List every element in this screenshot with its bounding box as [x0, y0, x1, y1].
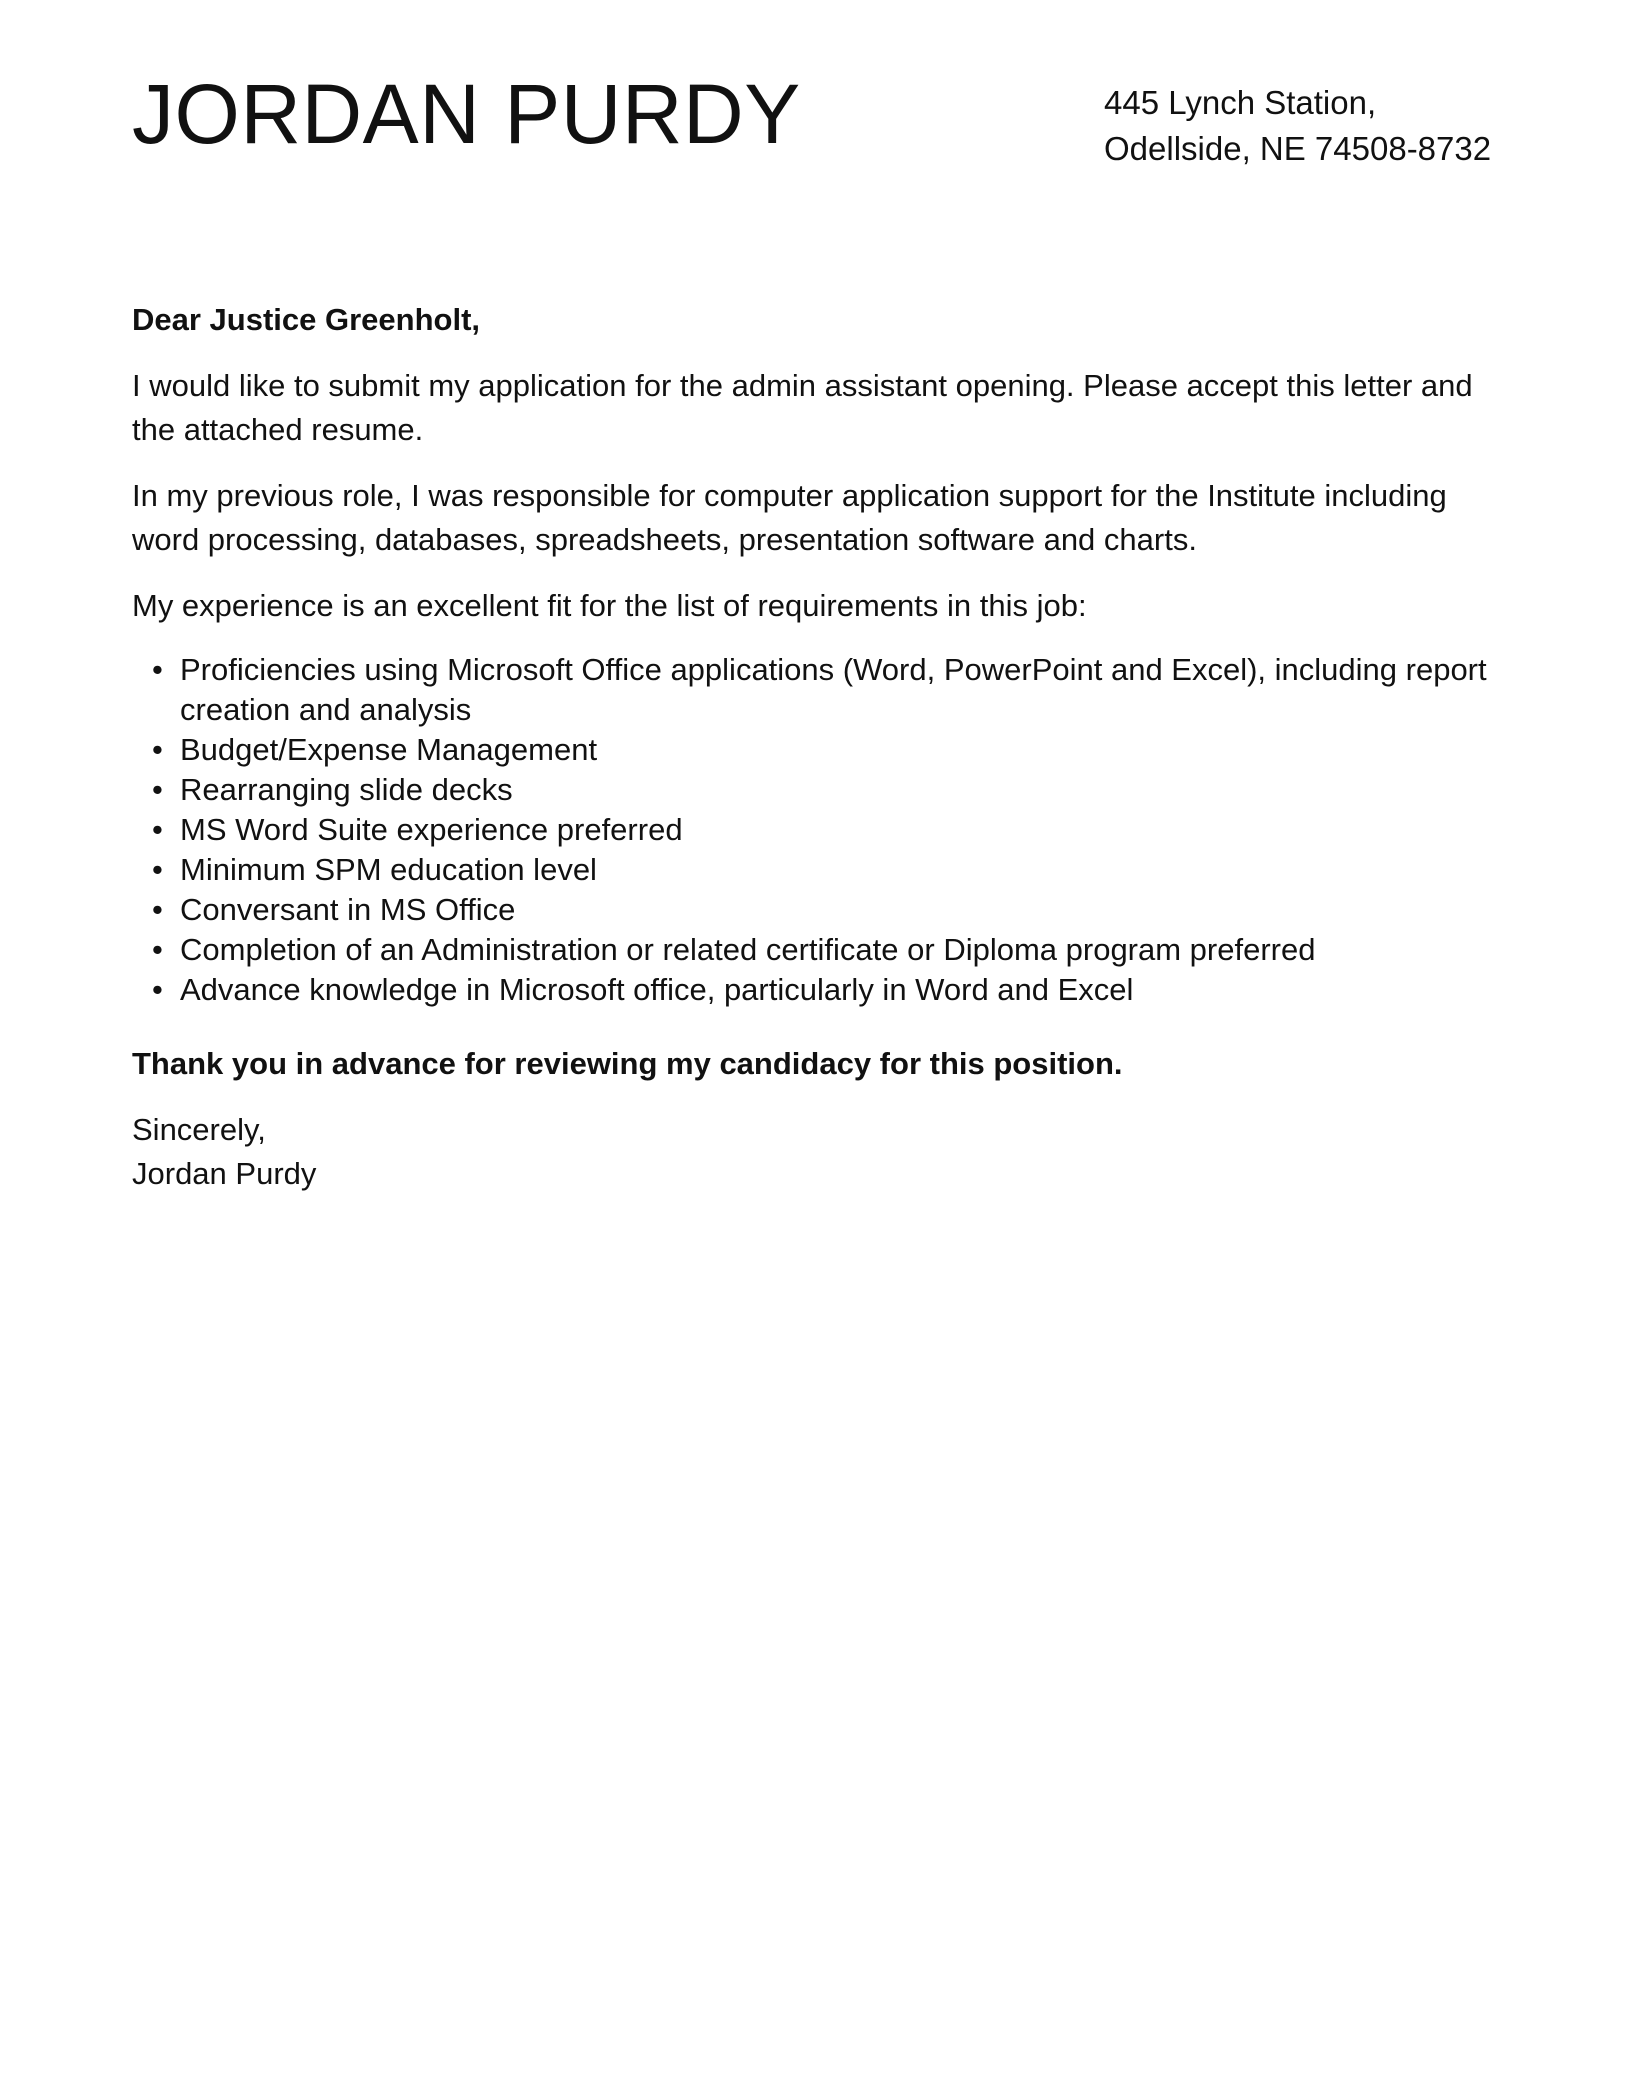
- list-item-text: MS Word Suite experience preferred: [180, 812, 683, 847]
- list-item: [152, 970, 1504, 1010]
- list-item-text: Minimum SPM education level: [180, 852, 597, 887]
- list-item-text: Rearranging slide decks: [180, 772, 513, 807]
- list-item: [152, 810, 1504, 850]
- bullet-icon: •: [152, 652, 163, 687]
- list-item-text: Advance knowledge in Microsoft office, particularly in Word and Excel: [180, 972, 1134, 1007]
- list-item: [152, 850, 1504, 890]
- bullet-icon: •: [152, 932, 163, 967]
- list-item: [152, 730, 1504, 770]
- applicant-name: JORDAN PURDY: [132, 67, 801, 161]
- bullet-icon: •: [152, 972, 163, 1007]
- letter-body: [132, 298, 1504, 1196]
- bullet-icon: •: [152, 892, 163, 927]
- list-item-text: Proficiencies using Microsoft Office applications (Word, PowerPoint and Excel), including report creation and analysis: [180, 652, 1487, 727]
- paragraph-intro: I would like to submit my application for the admin assistant opening. Please accept this letter and the attached resume.: [132, 368, 1473, 447]
- bullet-icon: •: [152, 772, 163, 807]
- bullet-icon: •: [152, 812, 163, 847]
- list-item: [152, 930, 1504, 970]
- signoff: Sincerely,: [132, 1112, 266, 1147]
- address-line-2: Odellside, NE 74508-8732: [1104, 130, 1492, 167]
- address-line-1: 445 Lynch Station,: [1104, 84, 1377, 121]
- list-item-text: Completion of an Administration or related certificate or Diploma program preferred: [180, 932, 1316, 967]
- list-item: [152, 770, 1504, 810]
- bullet-icon: •: [152, 852, 163, 887]
- requirements-list: [132, 650, 1504, 1010]
- list-item-text: Budget/Expense Management: [180, 732, 598, 767]
- paragraph-fit: My experience is an excellent fit for the list of requirements in this job:: [132, 588, 1087, 623]
- list-item-text: Conversant in MS Office: [180, 892, 516, 927]
- bullet-icon: •: [152, 732, 163, 767]
- signoff-block: [132, 1108, 1504, 1196]
- closing-statement: Thank you in advance for reviewing my candidacy for this position.: [132, 1046, 1123, 1081]
- signature-name: Jordan Purdy: [132, 1156, 317, 1191]
- applicant-address: [1104, 80, 1491, 172]
- list-item: [152, 650, 1504, 730]
- salutation: Dear Justice Greenholt,: [132, 302, 481, 337]
- list-item: [152, 890, 1504, 930]
- paragraph-experience: In my previous role, I was responsible for computer application support for the Institute including word processing, databases, spreadsheets, presentation software and charts.: [132, 478, 1447, 557]
